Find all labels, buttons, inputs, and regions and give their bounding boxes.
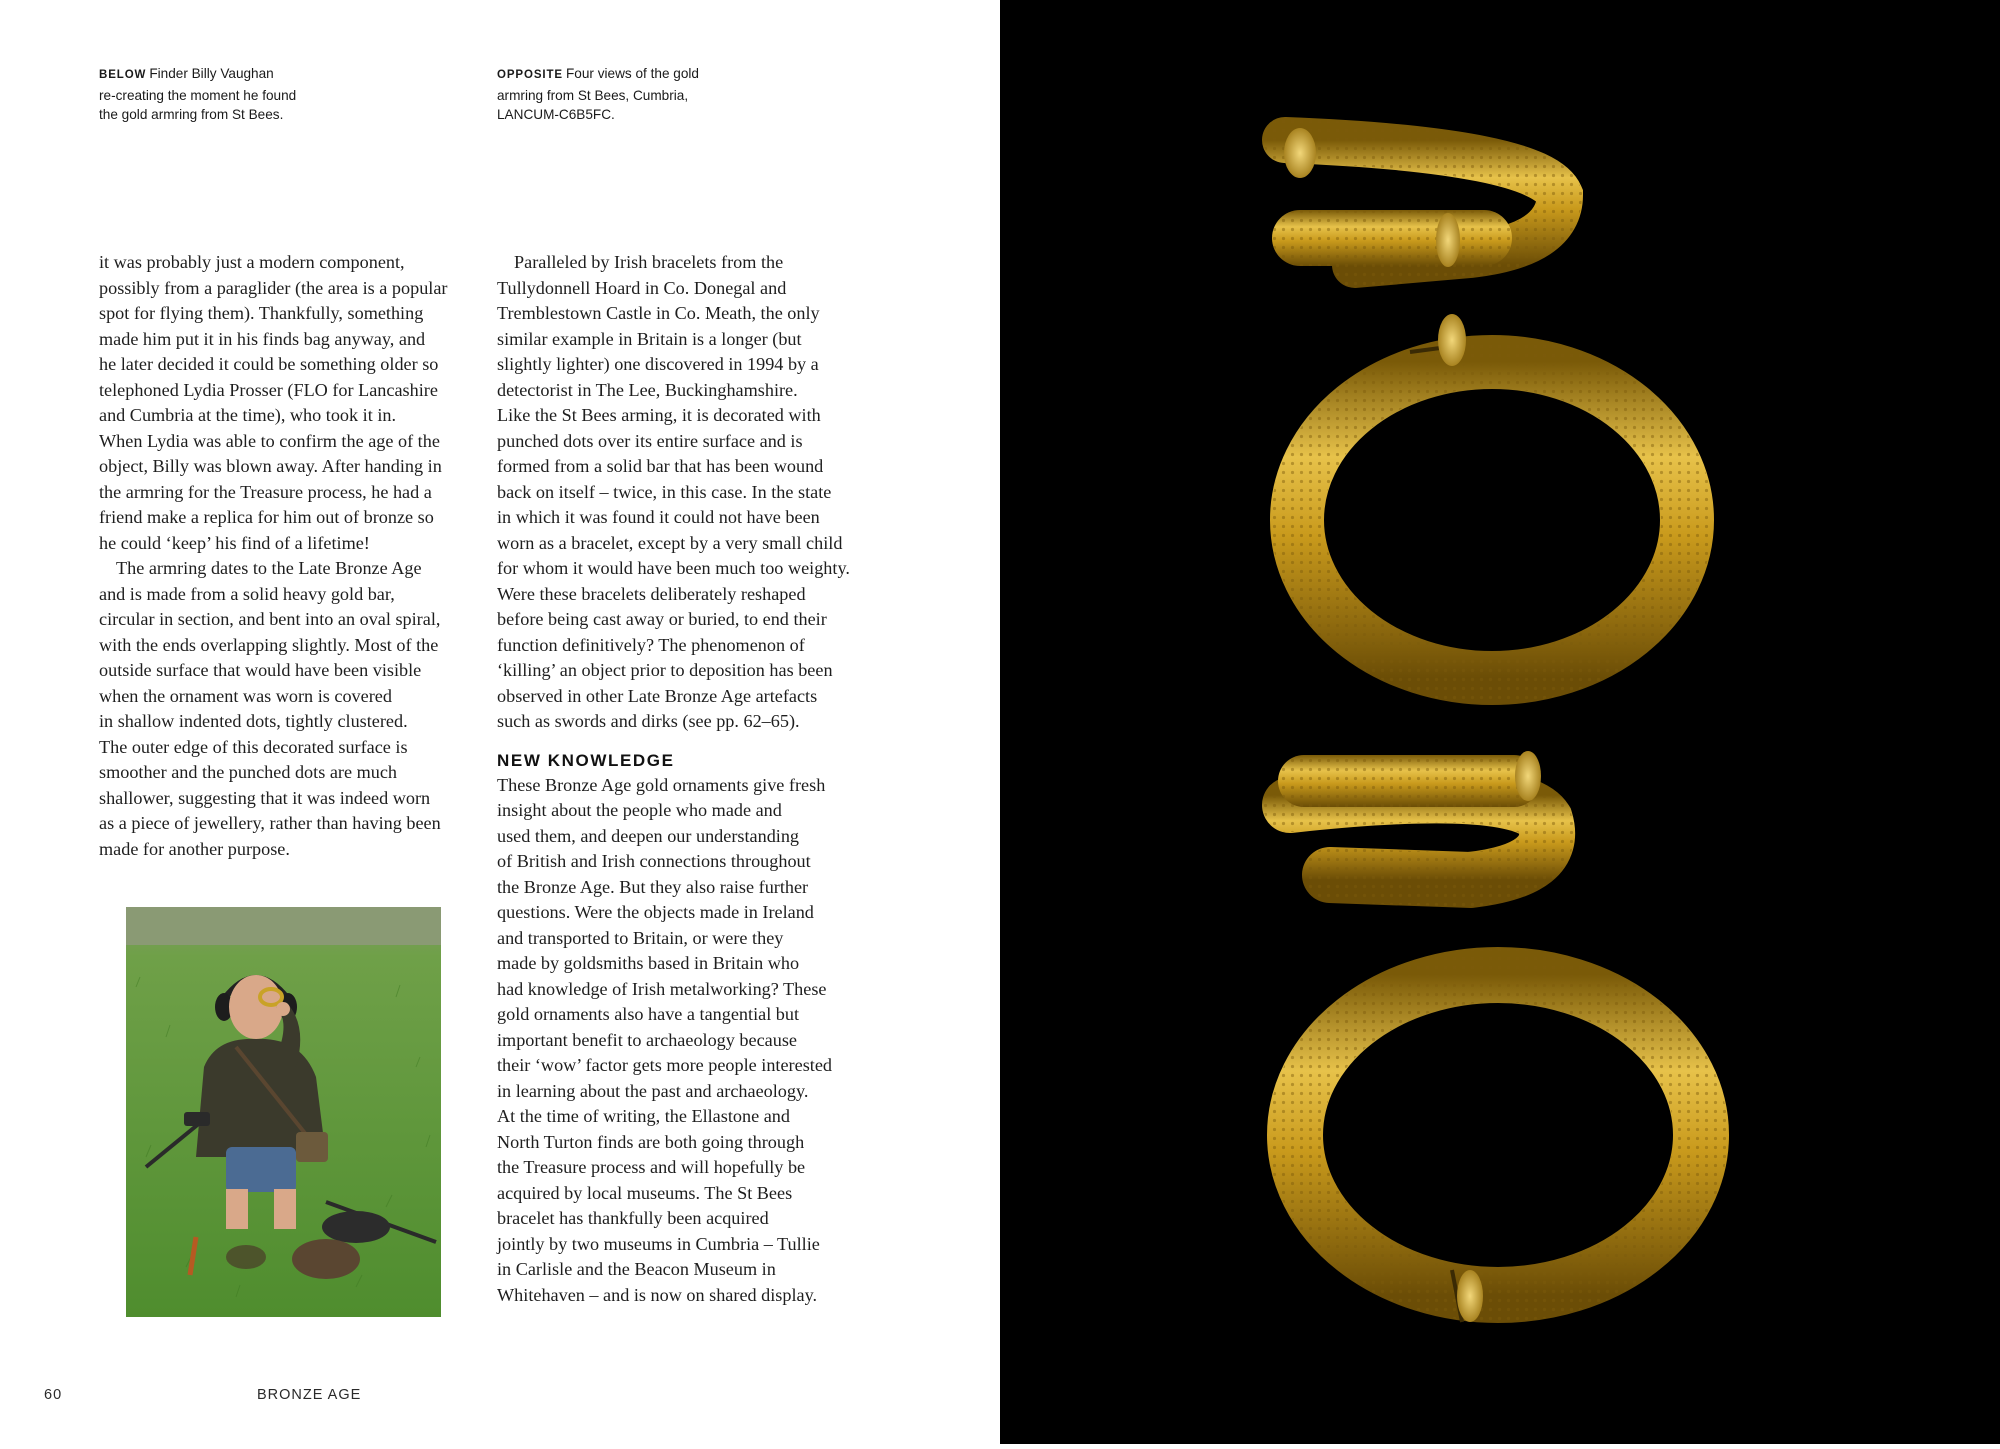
text-line: object, Billy was blown away. After handing in	[99, 456, 442, 476]
caption-lead: BELOW	[99, 69, 147, 81]
finder-photo	[126, 907, 441, 1317]
left-page	[0, 0, 1000, 1444]
text-column-right	[497, 250, 869, 1308]
text-line: had knowledge of Irish metalworking? These	[497, 978, 827, 999]
page-number: 60	[44, 1387, 63, 1403]
section-heading: NEW KNOWLEDGE	[497, 750, 675, 770]
text-line: the Treasure process and will hopefully be	[497, 1157, 806, 1177]
text-line: The outer edge of this decorated surface is	[99, 736, 408, 757]
text-line: the armring for the Treasure process, he had a	[99, 481, 432, 502]
armring-top-view-upper	[1297, 314, 1687, 678]
text-line: bracelet has thankfully been acquired	[497, 1208, 769, 1228]
text-line: and Cumbria at the time), who took it in.	[99, 405, 397, 425]
text-line: friend make a replica for him out of bronze so	[99, 507, 434, 527]
text-line: possibly from a paraglider (the area is a popular	[99, 277, 448, 298]
text-line: used them, and deepen our understanding	[497, 825, 800, 846]
text-line: The armring dates to the Late Bronze Age	[116, 558, 422, 578]
text-line: function definitively? The phenomenon of	[497, 634, 805, 655]
text-line: he could ‘keep’ his find of a lifetime!	[99, 532, 370, 553]
text-line: of British and Irish connections throughout	[497, 851, 811, 871]
text-line: in learning about the past and archaeology.	[497, 1080, 809, 1101]
text-line: smoother and the punched dots are much	[99, 762, 397, 782]
text-line: Whitehaven – and is now on shared display.	[497, 1284, 818, 1305]
armring-top-view-lower	[1295, 975, 1701, 1322]
text-line: insight about the people who made and	[497, 800, 782, 820]
text-line: gold ornaments also have a tangential but	[497, 1004, 800, 1024]
text-line: with the ends overlapping slightly. Most of the	[99, 634, 439, 655]
text-line: such as swords and dirks (see pp. 62–65).	[497, 711, 800, 731]
text-line: Paralleled by Irish bracelets from the	[514, 252, 784, 272]
text-line: formed from a solid bar that has been wound	[497, 456, 824, 476]
caption-line: armring from St Bees, Cumbria,	[497, 87, 689, 103]
text-line: made him put it in his finds bag anyway, and	[99, 328, 426, 349]
caption-line: re-creating the moment he found	[99, 87, 297, 103]
text-line: it was probably just a modern component,	[99, 252, 405, 272]
text-line: for whom it would have been much too weighty.	[497, 558, 850, 578]
caption-line: Finder Billy Vaughan	[149, 66, 274, 81]
caption-below	[99, 64, 334, 125]
text-line: similar example in Britain is a longer (but	[497, 328, 802, 349]
text-line: in which it was found it could not have been	[497, 507, 820, 527]
text-line: the Bronze Age. But they also raise further	[497, 876, 809, 897]
text-line: and transported to Britain, or were they	[497, 927, 784, 948]
text-line: when the ornament was worn is covered	[99, 685, 392, 706]
text-line: outside surface that would have been visible	[99, 660, 422, 680]
text-line: ‘killing’ an object prior to deposition has been	[497, 660, 833, 680]
armring-side-view-top	[1272, 128, 1560, 267]
text-line: detectorist in The Lee, Buckinghamshire.	[497, 379, 798, 400]
text-line: slightly lighter) one discovered in 1994 by a	[497, 354, 819, 374]
caption-line: LANCUM-C6B5FC.	[497, 107, 615, 122]
text-line: North Turton finds are both going through	[497, 1131, 805, 1152]
section-title: BRONZE AGE	[257, 1387, 362, 1403]
text-line: These Bronze Age gold ornaments give fresh	[497, 774, 826, 795]
text-line: back on itself – twice, in this case. In the state	[497, 481, 832, 502]
text-line: Were these bracelets deliberately reshaped	[497, 583, 806, 604]
text-line: circular in section, and bent into an oval spiral,	[99, 609, 441, 629]
text-line: as a piece of jewellery, rather than having been	[99, 813, 441, 833]
caption-line: the gold armring from St Bees.	[99, 107, 284, 122]
text-line: acquired by local museums. The St Bees	[497, 1182, 793, 1203]
text-line: jointly by two museums in Cumbria – Tullie	[497, 1233, 820, 1254]
text-line: Tullydonnell Hoard in Co. Donegal and	[497, 277, 787, 298]
caption-lead: OPPOSITE	[497, 69, 563, 81]
text-line: important benefit to archaeology because	[497, 1029, 797, 1050]
text-column-left	[99, 250, 471, 862]
text-line: worn as a bracelet, except by a very small child	[497, 532, 843, 553]
caption-opposite	[497, 64, 737, 125]
text-line: he later decided it could be something older so	[99, 354, 439, 374]
text-line: When Lydia was able to confirm the age of the	[99, 430, 440, 451]
text-line: in shallow indented dots, tightly clustered.	[99, 711, 408, 731]
armring-side-view-lower	[1278, 751, 1547, 880]
text-line: telephoned Lydia Prosser (FLO for Lancashire	[99, 379, 438, 400]
text-line: spot for flying them). Thankfully, something	[99, 303, 424, 323]
text-line: in Carlisle and the Beacon Museum in	[497, 1259, 776, 1279]
text-line: punched dots over its entire surface and is	[497, 430, 803, 451]
right-page-photo	[1000, 0, 2000, 1444]
text-line: observed in other Late Bronze Age artefacts	[497, 685, 818, 706]
text-line: their ‘wow’ factor gets more people interested	[497, 1055, 832, 1075]
text-line: At the time of writing, the Ellastone and	[497, 1106, 790, 1126]
text-line: made by goldsmiths based in Britain who	[497, 953, 800, 973]
text-line: before being cast away or buried, to end their	[497, 609, 827, 629]
text-line: Like the St Bees arming, it is decorated with	[497, 405, 821, 425]
text-line: shallower, suggesting that it was indeed worn	[99, 787, 431, 808]
caption-line: Four views of the gold	[566, 66, 699, 81]
text-line: Tremblestown Castle in Co. Meath, the only	[497, 303, 820, 323]
text-line: made for another purpose.	[99, 838, 290, 859]
text-line: and is made from a solid heavy gold bar,	[99, 583, 395, 604]
text-line: questions. Were the objects made in Ireland	[497, 902, 814, 922]
